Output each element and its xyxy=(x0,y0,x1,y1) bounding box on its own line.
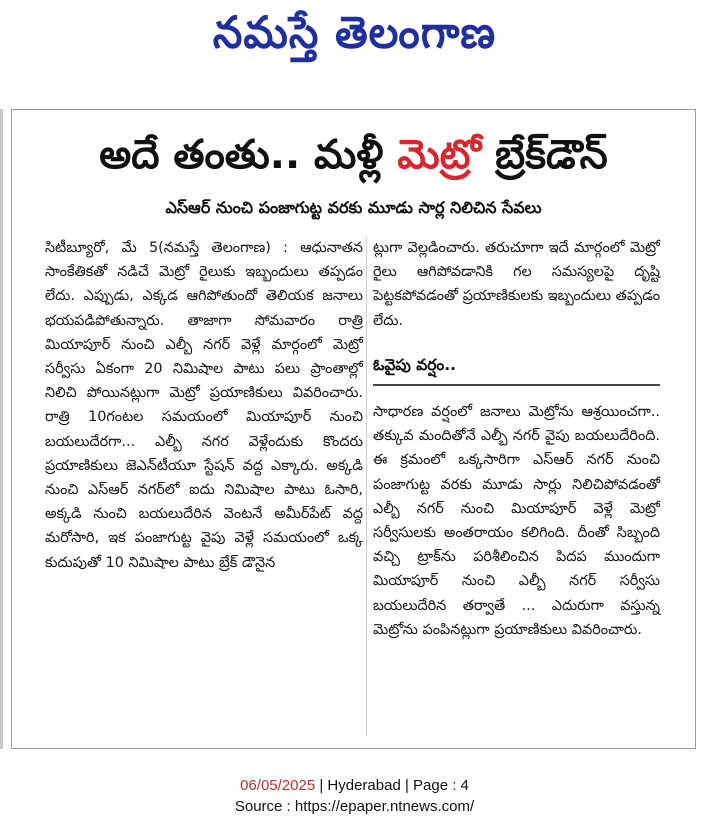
footer-source[interactable]: Source : https://epaper.ntnews.com/ xyxy=(234,798,475,815)
article-subheadline: ఎస్‌ఆర్ నుంచి పంజాగుట్ట వరకు మూడు సార్ల నిలిచిన సేవలు xyxy=(165,198,542,217)
article-crosshead: ఓవైపు వర్షం.. xyxy=(373,356,457,374)
column-divider xyxy=(366,236,367,736)
footer-edition: | Hyderabad | Page : 4 xyxy=(315,777,469,794)
article-column-left xyxy=(45,236,363,575)
article-column-right-bottom xyxy=(373,400,660,642)
headline-accent-word: మెట్రో xyxy=(397,132,482,178)
page-edge-strip xyxy=(0,109,3,749)
article-column-right-top xyxy=(373,236,660,333)
left-column-text: సిటీబ్యూరో, మే 5(నమస్తే తెలంగాణ) : ఆధునాతన సాంకేతికతో నడిచే మెట్రో రైలుకు ఇబ్బందులు తప్పడం లేదు. ఎప్పుడు, ఎక్కడ ఆగిపోతుందో తెలియక జనాలు భయపడిపోతున్నారు. తాజాగా సోమవారం రాత్రి మియాపూర్ నుంచి ఎల్బీ నగర్ వెళ్లే మార్గంలో మెట్రో సర్వీసు ఏకంగా 20 నిమిషాల పాటు పలు ప్రాంతాల్లో నిలిచి పోయినట్లుగా మెట్రో ప్రయాణికులు వివరించారు. రాత్రి 10గంటల సమయంలో మియాపూర్ నుంచి బయలుదేరగా... ఎల్బీ నగర వెళ్లేందుకు కొందరు ప్రయాణికులు జెఎన్‌టీయూ స్టేషన్ వద్ద ఎక్కారు. అక్కడి నుంచి ఎస్‌ఆర్ నగర్‌లో ఐదు నిమిషాల పాటు ఓసారి, అక్కడి నుంచి బయలుదేరిన వెంటనే అమీర్‌పేట్ వద్ద మరోసారి, ఇక పంజాగుట్ట వైపు వెళ్లే సమయంలో ఒక్క కుదుపుతో 10 నిమిషాల పాటు బ్రేక్ డౌనైన xyxy=(45,240,363,571)
page-footer xyxy=(0,775,709,817)
newspaper-logo: నమస్తే తెలంగాణ xyxy=(212,6,497,58)
footer-date: 06/05/2025 xyxy=(240,777,316,794)
footer-edition-line xyxy=(0,775,709,796)
crosshead-rule xyxy=(373,384,660,386)
headline-text-2: బ్రేక్‌డౌన్ xyxy=(481,132,608,178)
right-column-bottom-text: సాధారణ వర్షంలో జనాలు మెట్రోను ఆశ్రయించగా.. తక్కువ మందితోనే ఎల్బీ నగర్ వైపు బయలుదేరింది. ఈ క్రమంలో ఒక్కసారిగా ఎస్‌ఆర్ నగర్ నుంచి పంజాగుట్ట వరకు మూడు సార్లు నిలిచిపోవడంతో ఎల్బీ నగర్ నుంచి మియాపూర్ వెళ్లే మెట్రో సర్వీసులకు అంతరాయం కలిగింది. దీంతో సిబ్బంది వచ్చి ట్రాక్‌ను పరిశీలించిన పిదప ముందుగా మియాపూర్ నుంచి ఎల్బీ నగర్ సర్వీసు బయలుదేరిన తర్వాతే ... ఎదురుగా వస్తున్న మెట్రోను పంపినట్లుగా ప్రయాణికులు వివరించారు. xyxy=(373,404,660,638)
headline-text-1: అదే తంతు.. మళ్లీ xyxy=(99,132,398,178)
right-column-top-text: ట్లుగా వెల్లడించారు. తరుచూగా ఇదే మార్గంలో మెట్రో రైలు ఆగిపోవడానికి గల సమస్యలపై దృష్టి పెట్టకపోవడంతో ప్రయాణికులకు ఇబ్బందులు తప్పడం లేదు. xyxy=(373,240,660,329)
masthead xyxy=(0,0,709,72)
article-headline xyxy=(11,128,696,182)
